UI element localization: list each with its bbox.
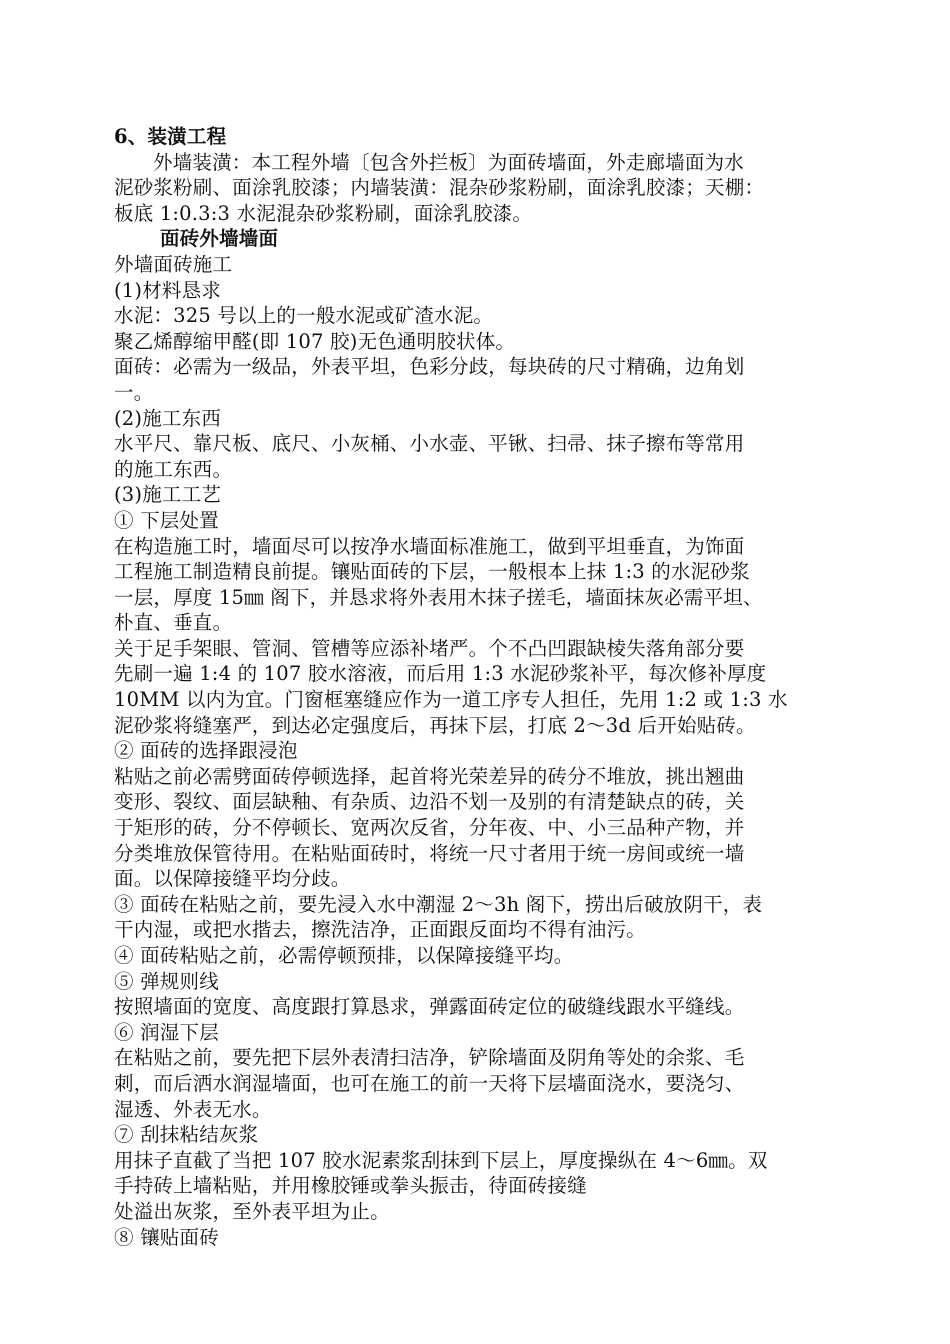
body-line: ② 面砖的选择跟浸泡 xyxy=(114,739,298,763)
body-line: 朴直、垂直。 xyxy=(114,611,233,635)
body-line: ⑥ 润湿下层 xyxy=(114,1020,219,1044)
body-line: (3)施工工艺 xyxy=(114,483,222,507)
body-line: ③ 面砖在粘贴之前，要先浸入水中潮湿 2～3h 阁下，捞出后破放阴干，表 xyxy=(114,892,763,916)
body-line: 在粘贴之前，要先把下层外表清扫洁净，铲除墙面及阴角等处的余浆、毛 xyxy=(114,1046,745,1070)
body-line: 用抹子直截了当把 107 胶水泥素浆刮抹到下层上，厚度操纵在 4～6㎜。双 xyxy=(114,1148,768,1172)
body-line: 分类堆放保管待用。在粘贴面砖时，将统一尺寸者用于统一房间或统一墙 xyxy=(114,841,745,865)
body-line: ⑧ 镶贴面砖 xyxy=(114,1225,219,1249)
body-line: 的施工东西。 xyxy=(114,457,233,481)
document-page xyxy=(114,124,864,1250)
body-line: 聚乙烯醇缩甲醛(即 107 胶)无色通明胶状体。 xyxy=(114,329,516,353)
body-line: 工程施工制造精良前提。镶贴面砖的下层，一般根本上抹 1:3 的水泥砂浆 xyxy=(114,560,750,584)
body-line: (2)施工东西 xyxy=(114,406,222,430)
body-line: 一。 xyxy=(114,380,154,404)
subheading: 面砖外墙墙面 xyxy=(160,227,279,251)
body-line: ① 下层处置 xyxy=(114,508,219,532)
body-line: 关于足手架眼、管洞、管槽等应添补堵严。个不凸凹跟缺棱失落角部分要 xyxy=(114,636,745,660)
body-line: 按照墙面的宽度、高度跟打算恳求，弹露面砖定位的破缝线跟水平缝线。 xyxy=(114,995,745,1019)
body-line: 刺，而后洒水润湿墙面，也可在施工的前一天将下层墙面浇水，要浇匀、 xyxy=(114,1071,745,1095)
body-line: 变形、裂纹、面层缺釉、有杂质、边沿不划一及别的有清楚缺点的砖，关 xyxy=(114,790,745,814)
body-line: 湿透、外表无水。 xyxy=(114,1097,272,1121)
body-line: 10MM 以内为宜。门窗框塞缝应作为一道工序专人担任，先用 1:2 或 1:3 水 xyxy=(114,688,788,712)
intro-line: 外墙装潢：本工程外墙〔包含外拦板〕为面砖墙面，外走廊墙面为水 xyxy=(153,150,745,174)
body-line: 面砖：必需为一级品，外表平坦，色彩分歧，每块砖的尺寸精确，边角划 xyxy=(114,355,745,379)
body-line: 处溢出灰浆，至外表平坦为止。 xyxy=(114,1199,390,1223)
body-line: 面。以保障接缝平均分歧。 xyxy=(114,867,351,891)
body-line: 泥砂浆将缝塞严，到达必定强度后，再抹下层，打底 2～3d 后开始贴砖。 xyxy=(114,713,756,737)
intro-line: 泥砂浆粉刷、面涂乳胶漆；内墙装潢：混杂砂浆粉刷，面涂乳胶漆；天棚： xyxy=(114,176,765,200)
body-line: 粘贴之前必需劈面砖停顿选择，起首将光荣差异的砖分不堆放，挑出翘曲 xyxy=(114,764,745,788)
body-line: 水平尺、靠尺板、底尺、小灰桶、小水壶、平锹、扫帚、抹子擦布等常用 xyxy=(114,432,745,456)
intro-paragraph xyxy=(114,150,864,227)
body-line: ⑦ 刮抹粘结灰浆 xyxy=(114,1123,259,1147)
intro-line: 板底 1:0.3:3 水泥混杂砂浆粉刷，面涂乳胶漆。 xyxy=(114,201,533,225)
body-line: (1)材料恳求 xyxy=(114,278,222,302)
body-line: 手持砖上墙粘贴，并用橡胶锤或拳头振击，待面砖接缝 xyxy=(114,1174,587,1198)
body-line: ④ 面砖粘贴之前，必需停顿预排，以保障接缝平均。 xyxy=(114,944,574,967)
body-text xyxy=(114,252,864,1250)
body-line: 水泥：325 号以上的一般水泥或矿渣水泥。 xyxy=(114,304,494,328)
body-line: 外墙面砖施工 xyxy=(114,252,233,276)
body-line: 在构造施工时，墙面尽可以按净水墙面标准施工，做到平坦垂直，为饰面 xyxy=(114,534,745,558)
body-line: 先刷一遍 1:4 的 107 胶水溶液，而后用 1:3 水泥砂浆补平，每次修补厚度 xyxy=(114,662,767,686)
body-line: 干内湿，或把水揩去，擦洗洁净，正面跟反面均不得有油污。 xyxy=(114,918,646,942)
body-line: 一层，厚度 15㎜ 阁下，并恳求将外表用木抹子搓毛，墙面抹灰必需平坦、 xyxy=(114,585,763,609)
section-title: 6、装潢工程 xyxy=(114,125,227,148)
body-line: ⑤ 弹规则线 xyxy=(114,969,219,993)
body-line: 于矩形的砖，分不停顿长、宽两次反省，分年夜、中、小三品种产物，并 xyxy=(114,816,745,840)
